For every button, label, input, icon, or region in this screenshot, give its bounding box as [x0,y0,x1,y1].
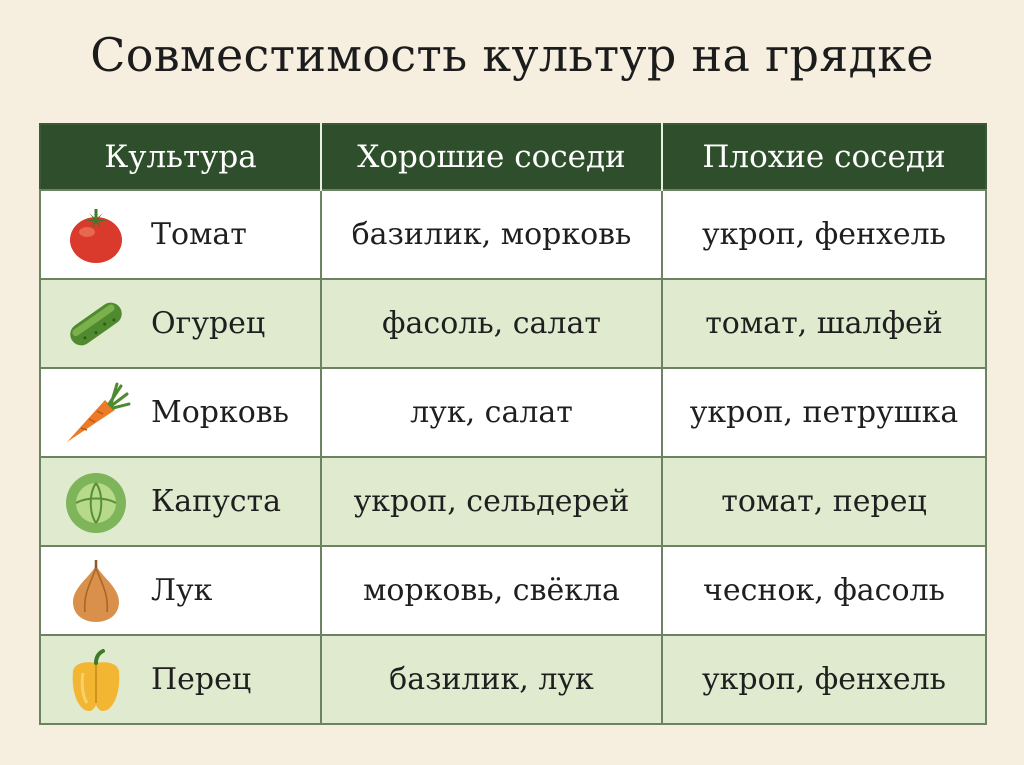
column-header-good-neighbors: Хорошие соседи [321,124,662,190]
good-neighbors-cell: лук, салат [321,368,662,457]
bad-neighbors-cell: укроп, петрушка [662,368,986,457]
good-neighbors-cell: укроп, сельдерей [321,457,662,546]
culture-cell [40,457,321,546]
onion-icon [61,556,131,626]
culture-cell [40,279,321,368]
culture-cell [40,368,321,457]
culture-name: Огурец [151,306,266,341]
column-header-bad-neighbors: Плохие соседи [662,124,986,190]
culture-name: Капуста [151,484,282,519]
bad-neighbors-cell: томат, перец [662,457,986,546]
cabbage-icon [61,467,131,537]
culture-cell [40,635,321,724]
carrot-icon [61,378,131,448]
culture-name: Перец [151,662,252,697]
bad-neighbors-cell: чеснок, фасоль [662,546,986,635]
bad-neighbors-cell: укроп, фенхель [662,190,986,279]
cucumber-icon [61,289,131,359]
good-neighbors-cell: базилик, лук [321,635,662,724]
compatibility-table [39,123,987,725]
table-row [40,546,986,635]
table-row [40,457,986,546]
bad-neighbors-cell: укроп, фенхель [662,635,986,724]
culture-name: Морковь [151,395,290,430]
table-row [40,190,986,279]
good-neighbors-cell: фасоль, салат [321,279,662,368]
culture-cell [40,190,321,279]
bad-neighbors-cell: томат, шалфей [662,279,986,368]
table-row [40,279,986,368]
table-row [40,368,986,457]
culture-name: Лук [151,573,213,608]
culture-cell [40,546,321,635]
column-header-culture: Культура [40,124,321,190]
pepper-icon [61,645,131,715]
table-header-row [40,124,986,190]
good-neighbors-cell: морковь, свёкла [321,546,662,635]
good-neighbors-cell: базилик, морковь [321,190,662,279]
culture-name: Томат [151,217,247,252]
page-title: Совместимость культур на грядке [90,28,934,82]
tomato-icon [61,200,131,270]
table-row [40,635,986,724]
